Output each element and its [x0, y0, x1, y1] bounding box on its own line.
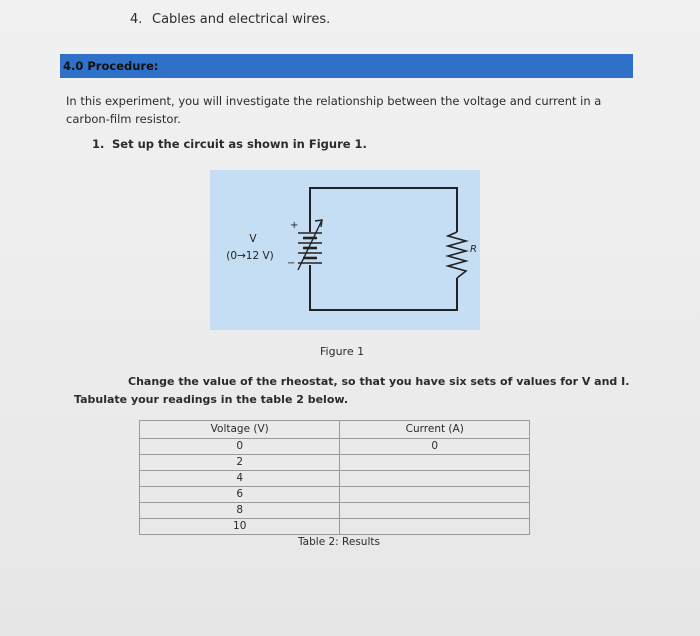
current-cell	[340, 471, 530, 487]
table-row	[140, 455, 530, 471]
current-cell	[340, 455, 530, 471]
table-caption: Table 2: Results	[298, 536, 380, 548]
voltage-cell: 2	[140, 455, 340, 471]
circuit-wire-bottom	[310, 265, 457, 310]
voltage-cell: 10	[140, 519, 340, 535]
intro-paragraph	[66, 92, 626, 128]
current-cell: 0	[340, 439, 530, 455]
circuit-figure	[210, 170, 480, 330]
instructions	[74, 373, 634, 409]
voltage-cell: 4	[140, 471, 340, 487]
section-title: 4.0 Procedure:	[60, 55, 163, 77]
circuit-wire-top	[310, 188, 457, 232]
intro-line-2: carbon-film resistor.	[66, 112, 181, 126]
table-header-row	[140, 421, 530, 439]
plus-sign: +	[290, 220, 299, 231]
current-cell	[340, 503, 530, 519]
voltage-symbol: V	[249, 233, 257, 245]
current-header: Current (A)	[340, 421, 530, 439]
voltage-cell: 6	[140, 487, 340, 503]
battery-icon	[298, 233, 322, 263]
instruction-line-1: Change the value of the rheostat, so that you have six sets of values for V and I.	[128, 375, 630, 388]
intro-line-1: In this experiment, you will investigate the relationship between the voltage and current in a	[66, 94, 602, 108]
resistor-label: R	[470, 244, 477, 255]
minus-sign: −	[287, 258, 296, 269]
list-text: Cables and electrical wires.	[152, 12, 331, 27]
step-1	[92, 137, 367, 151]
instruction-line-2: Tabulate your readings in the table 2 below.	[74, 393, 349, 406]
section-header-bar	[60, 54, 633, 78]
table-row	[140, 519, 530, 535]
step-number: 1.	[92, 137, 105, 151]
resistor-icon	[448, 232, 466, 278]
table-row	[140, 439, 530, 455]
results-table	[139, 420, 530, 535]
figure-caption: Figure 1	[320, 345, 365, 358]
table-row	[140, 503, 530, 519]
voltage-range: (0→12 V)	[226, 250, 274, 262]
table-row	[140, 487, 530, 503]
table-row	[140, 471, 530, 487]
current-cell	[340, 519, 530, 535]
voltage-cell: 0	[140, 439, 340, 455]
voltage-cell: 8	[140, 503, 340, 519]
voltage-header: Voltage (V)	[140, 421, 340, 439]
list-number: 4.	[130, 12, 143, 27]
step-text: Set up the circuit as shown in Figure 1.	[112, 137, 367, 151]
circuit-diagram	[210, 170, 480, 330]
list-item-4	[130, 12, 330, 27]
current-cell	[340, 487, 530, 503]
